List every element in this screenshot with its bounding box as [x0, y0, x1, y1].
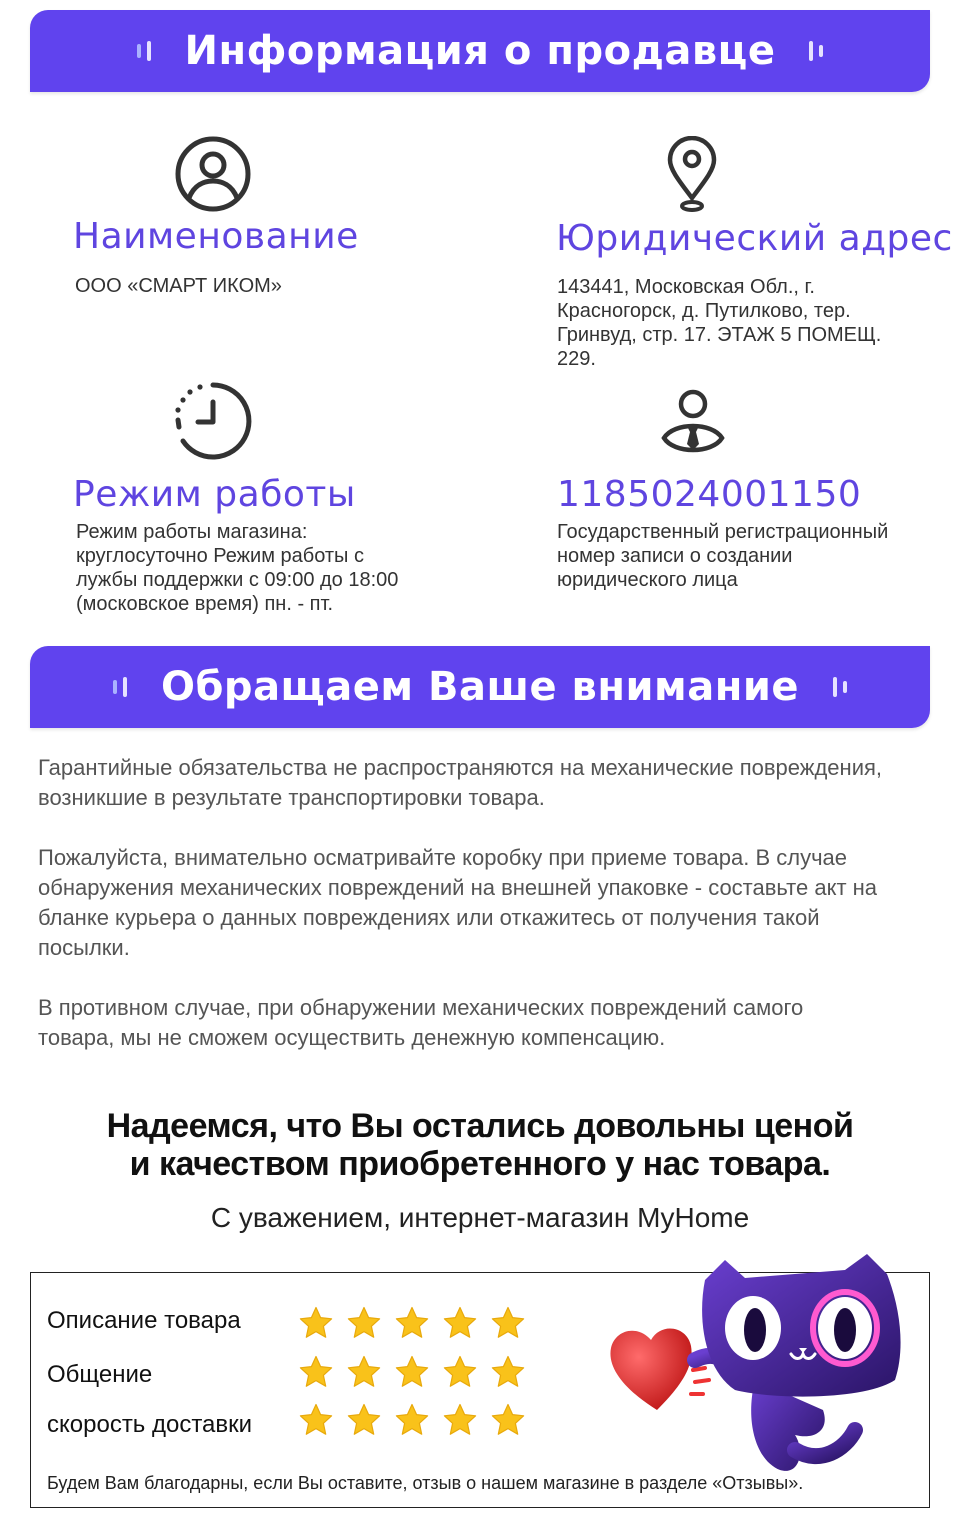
decor-bars-left [137, 41, 151, 61]
star-icon [443, 1403, 477, 1437]
address-title: Юридический адрес [556, 218, 953, 259]
address-text: 143441, Московская Обл., г. Красногорск, д. Путилково, тер. Гринвуд, стр. 17. ЭТАЖ 5 ПОМЕЩ. 229. [557, 276, 882, 370]
rating-stars-communication [299, 1355, 525, 1389]
star-icon [395, 1403, 429, 1437]
rating-stars-delivery [299, 1403, 525, 1437]
notice-paragraph: Гарантийные обязательства не распространяются на механические повреждения, возникшие в результате транспортировки товара. [38, 755, 883, 810]
star-icon [347, 1403, 381, 1437]
rating-label-communication: Общение [47, 1361, 153, 1388]
rating-stars-description [299, 1306, 525, 1340]
star-icon [395, 1355, 429, 1389]
star-icon [491, 1403, 525, 1437]
star-icon [443, 1306, 477, 1340]
decor-bars-left [113, 677, 127, 697]
seller-info-title: Информация о продавце [184, 28, 776, 74]
closing-headline: Надеемся, что Вы остались довольны ценой и качеством приобретенного у нас товара. [106, 1107, 854, 1183]
registration-text: Государственный регистрационный номер записи о создании юридического лица [557, 521, 889, 591]
name-title: Наименование [73, 216, 359, 257]
decor-bars-right [833, 677, 847, 697]
seller-info-banner [30, 10, 930, 92]
decor-bars-right [809, 41, 823, 61]
notice-paragraph: В противном случае, при обнаружении механических повреждений самого товара, мы не сможем осуществить денежную компенсацию. [38, 995, 804, 1050]
registration-number: 1185024001150 [557, 474, 862, 515]
star-icon [299, 1355, 333, 1389]
closing-regards: С уважением, интернет-магазин MyHome [210, 1202, 750, 1233]
cat-mascot-with-heart-icon [605, 1250, 915, 1480]
star-icon [347, 1306, 381, 1340]
star-icon [395, 1306, 429, 1340]
star-icon [347, 1355, 381, 1389]
star-icon [443, 1355, 477, 1389]
attention-banner [30, 646, 930, 728]
star-icon [299, 1403, 333, 1437]
location-pin-icon [666, 136, 718, 212]
user-icon [174, 135, 252, 213]
rating-label-delivery: скорость доставки [47, 1411, 253, 1438]
star-icon [299, 1306, 333, 1340]
hours-text: Режим работы магазина: круглосуточно Режим работы с лужбы поддержки с 09:00 до 18:00 (московское время) пн. - пт. [76, 521, 399, 615]
rating-label-description: Описание товара [47, 1307, 241, 1334]
star-icon [491, 1306, 525, 1340]
review-request-note: Будем Вам благодарны, если Вы оставите, отзыв о нашем магазине в разделе «Отзывы». [47, 1473, 804, 1493]
clock-icon [172, 380, 254, 462]
hours-title: Режим работы [73, 474, 356, 515]
person-eye-icon [660, 388, 726, 460]
star-icon [491, 1355, 525, 1389]
name-text: ООО «СМАРТ ИКОМ» [75, 275, 282, 297]
attention-title: Обращаем Ваше внимание [161, 664, 799, 710]
notice-paragraph: Пожалуйста, внимательно осматривайте коробку при приеме товара. В случае обнаружения механических повреждений на внешней упаковке - составьте акт на бланке курьера о данных повреждениях или откажитесь от получения такой посылки. [38, 845, 878, 960]
